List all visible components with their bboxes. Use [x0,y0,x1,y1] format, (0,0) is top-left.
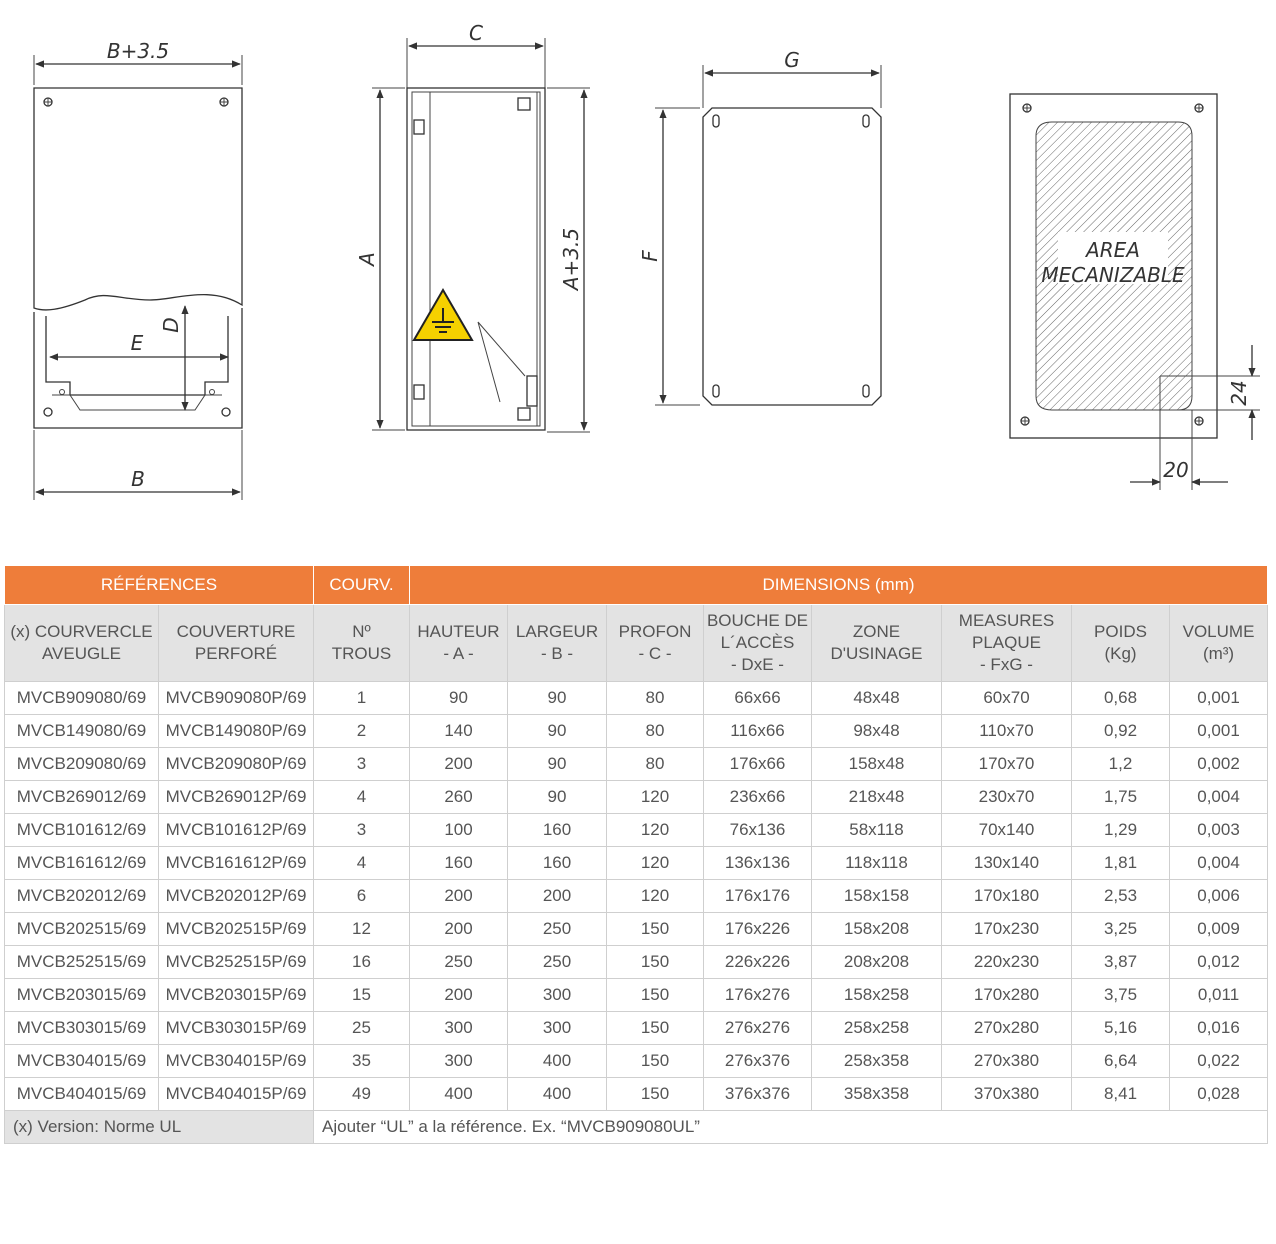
table-row [5,847,1268,880]
table-cell: MVCB909080/69 [5,682,159,715]
table-cell: 120 [607,814,704,847]
column-header-line: AVEUGLE [41,644,122,663]
dim-24-label: 24 [1227,380,1251,406]
table-cell: MVCB101612/69 [5,814,159,847]
table-cell: 400 [410,1078,508,1111]
table-cell: 400 [508,1078,607,1111]
table-cell: 1,29 [1072,814,1170,847]
table-cell: 258x358 [812,1045,942,1078]
table-cell: MVCB161612P/69 [159,847,314,880]
column-header-line: TROUS [331,644,392,663]
footer-note: Ajouter “UL” a la référence. Ex. “MVCB909080UL” [314,1111,1268,1144]
table-cell: 230x70 [942,781,1072,814]
column-headers [5,605,1268,682]
column-header-line: - B - [540,644,574,663]
column-header [607,605,704,682]
table-cell: 0,92 [1072,715,1170,748]
table-row [5,979,1268,1012]
column-header-line: LARGEUR [515,621,599,641]
table-cell: MVCB149080P/69 [159,715,314,748]
column-header-line: HAUTEUR [417,621,500,641]
table-cell: MVCB202515/69 [5,913,159,946]
column-header [1072,605,1170,682]
table-cell: 226x226 [704,946,812,979]
table-cell: 400 [508,1045,607,1078]
table-cell: 90 [508,682,607,715]
table-cell: 0,012 [1170,946,1268,979]
table-cell: 58x118 [812,814,942,847]
dim-g-label: G [784,48,800,72]
column-header [410,605,508,682]
table-cell: MVCB404015P/69 [159,1078,314,1111]
table-cell: 300 [410,1012,508,1045]
table-cell: MVCB161612/69 [5,847,159,880]
dim-d-label: D [159,317,183,333]
table-cell: 276x376 [704,1045,812,1078]
table-cell: 150 [607,946,704,979]
table-row [5,1045,1268,1078]
table-cell: 76x136 [704,814,812,847]
dim-20-label: 20 [1163,458,1189,482]
table-cell: MVCB909080P/69 [159,682,314,715]
table-cell: 1 [314,682,410,715]
column-header-line: POIDS [1094,621,1147,641]
table-cell: 150 [607,1078,704,1111]
table-row [5,814,1268,847]
table-cell: 0,002 [1170,748,1268,781]
footer-row [5,1111,1268,1144]
table-cell: 48x48 [812,682,942,715]
table-cell: 2 [314,715,410,748]
table-cell: 176x66 [704,748,812,781]
dim-c-label: C [469,21,483,45]
column-header-line: - C - [638,644,672,663]
table-cell: 170x230 [942,913,1072,946]
table-cell: 120 [607,880,704,913]
column-header-line: Nº [352,621,371,641]
table-cell: 120 [607,781,704,814]
table-cell: 150 [607,979,704,1012]
table-cell: 4 [314,847,410,880]
table-cell: 12 [314,913,410,946]
area-label-line2: MECANIZABLE [1041,263,1185,287]
table-row [5,715,1268,748]
column-header-line: L´ACCÈS [720,632,795,652]
table-cell: 0,004 [1170,781,1268,814]
table-cell: 218x48 [812,781,942,814]
table-cell: 176x226 [704,913,812,946]
table-cell: 0,009 [1170,913,1268,946]
table-cell: MVCB404015/69 [5,1078,159,1111]
table-cell: 270x280 [942,1012,1072,1045]
table-row [5,781,1268,814]
column-header-line: PROFON [618,621,692,641]
table-cell: 1,75 [1072,781,1170,814]
table-row [5,1078,1268,1111]
table-cell: 80 [607,715,704,748]
dim-a-plus-label: A+3.5 [559,227,583,291]
table-cell: 110x70 [942,715,1072,748]
table-cell: 90 [410,682,508,715]
area-label-line1: AREA [1086,238,1140,262]
table-cell: MVCB209080/69 [5,748,159,781]
table-cell: 3 [314,814,410,847]
column-header [508,605,607,682]
table-cell: 1,81 [1072,847,1170,880]
table-cell: MVCB303015/69 [5,1012,159,1045]
table-cell: 0,68 [1072,682,1170,715]
table-cell: 98x48 [812,715,942,748]
column-header-line: ZONE [852,621,901,641]
table-cell: 0,004 [1170,847,1268,880]
table-cell: 16 [314,946,410,979]
column-header-line: - FxG - [980,655,1033,675]
dim-a-label: A [355,252,379,266]
table-cell: MVCB252515/69 [5,946,159,979]
table-cell: 3,75 [1072,979,1170,1012]
table-cell: 150 [607,1012,704,1045]
table-cell: 80 [607,748,704,781]
table-cell: 160 [410,847,508,880]
table-cell: MVCB101612P/69 [159,814,314,847]
table-cell: 0,022 [1170,1045,1268,1078]
table-cell: 358x358 [812,1078,942,1111]
table-cell: 118x118 [812,847,942,880]
table-cell: MVCB203015P/69 [159,979,314,1012]
table-cell: 60x70 [942,682,1072,715]
plate-drawing [638,48,881,405]
column-header-line: - A - [443,644,474,663]
column-header [159,605,314,682]
column-header-line: - DxE - [731,655,784,675]
dim-b-label: B [131,467,145,491]
table-cell: 220x230 [942,946,1072,979]
table-cell: 170x70 [942,748,1072,781]
table-cell: 370x380 [942,1078,1072,1111]
table-cell: 208x208 [812,946,942,979]
table-cell: 250 [410,946,508,979]
table-cell: MVCB303015P/69 [159,1012,314,1045]
table-cell: 25 [314,1012,410,1045]
column-header-line: (Kg) [1104,644,1137,663]
column-header-line: VOLUME [1182,621,1255,641]
table-cell: 49 [314,1078,410,1111]
column-header-line: MEASURES [958,610,1055,630]
table-body [5,682,1268,1111]
table-cell: 80 [607,682,704,715]
header-courv: COURV. [314,566,410,605]
ground-warning-icon [414,290,472,340]
table-cell: 200 [410,979,508,1012]
machinable-area-drawing [1010,94,1260,490]
column-header [1170,605,1268,682]
table-cell: 170x280 [942,979,1072,1012]
table-cell: MVCB149080/69 [5,715,159,748]
table-cell: 150 [607,1045,704,1078]
table-cell: 160 [508,847,607,880]
table-row [5,880,1268,913]
table-cell: 258x258 [812,1012,942,1045]
table-cell: MVCB304015P/69 [159,1045,314,1078]
table-cell: 6,64 [1072,1045,1170,1078]
table-cell: 276x276 [704,1012,812,1045]
table-cell: 236x66 [704,781,812,814]
table-cell: 250 [508,946,607,979]
table-cell: 0,028 [1170,1078,1268,1111]
table-cell: MVCB203015/69 [5,979,159,1012]
technical-drawings [0,0,1276,540]
table-cell: 0,003 [1170,814,1268,847]
table-cell: 6 [314,880,410,913]
column-header-line: (x) COURVERCLE [10,621,153,641]
column-header [704,605,812,682]
table-cell: MVCB269012/69 [5,781,159,814]
table-cell: 200 [410,913,508,946]
table-cell: 90 [508,715,607,748]
table-cell: 158x158 [812,880,942,913]
table-cell: 70x140 [942,814,1072,847]
table-cell: 160 [508,814,607,847]
table-cell: MVCB202515P/69 [159,913,314,946]
table-cell: 15 [314,979,410,1012]
table-cell: 120 [607,847,704,880]
table-cell: MVCB202012/69 [5,880,159,913]
table-cell: 66x66 [704,682,812,715]
table-cell: 35 [314,1045,410,1078]
table-cell: 176x276 [704,979,812,1012]
table-cell: MVCB209080P/69 [159,748,314,781]
header-dimensions: DIMENSIONS (mm) [410,566,1268,605]
footer-label: (x) Version: Norme UL [5,1111,314,1144]
table-cell: MVCB252515P/69 [159,946,314,979]
table-cell: 1,2 [1072,748,1170,781]
table-cell: 300 [508,979,607,1012]
column-header [942,605,1072,682]
table-cell: 3 [314,748,410,781]
table-cell: 130x140 [942,847,1072,880]
table-cell: 116x66 [704,715,812,748]
table-row [5,946,1268,979]
table-cell: 260 [410,781,508,814]
table-cell: 5,16 [1072,1012,1170,1045]
table-cell: 376x376 [704,1078,812,1111]
table-cell: 300 [410,1045,508,1078]
table-cell: 200 [410,880,508,913]
side-view-drawing [355,21,590,432]
header-references: RÉFÉRENCES [5,566,314,605]
column-header-line: PLAQUE [972,632,1041,652]
table-cell: 200 [508,880,607,913]
dim-b-plus-label: B+3.5 [106,39,170,63]
table-cell: 200 [410,748,508,781]
table-cell: 0,011 [1170,979,1268,1012]
front-view-drawing [34,39,242,500]
column-header-line: PERFORÉ [194,644,278,663]
dim-e-label: E [130,331,144,355]
column-header-line: COUVERTURE [176,621,296,641]
table-row [5,913,1268,946]
table-cell: 100 [410,814,508,847]
table-cell: 176x176 [704,880,812,913]
column-header-line: (m³) [1202,644,1235,663]
table-cell: 150 [607,913,704,946]
table-row [5,1012,1268,1045]
table-cell: 4 [314,781,410,814]
table-cell: 90 [508,748,607,781]
table-cell: 250 [508,913,607,946]
table-cell: 3,87 [1072,946,1170,979]
table-cell: 158x48 [812,748,942,781]
table-cell: MVCB304015/69 [5,1045,159,1078]
table-cell: 2,53 [1072,880,1170,913]
table-cell: 300 [508,1012,607,1045]
table-cell: 136x136 [704,847,812,880]
table-cell: 8,41 [1072,1078,1170,1111]
table-cell: 158x258 [812,979,942,1012]
table-cell: 158x208 [812,913,942,946]
table-cell: 0,006 [1170,880,1268,913]
table-cell: 0,001 [1170,682,1268,715]
table-cell: 0,016 [1170,1012,1268,1045]
table-cell: 270x380 [942,1045,1072,1078]
table-cell: MVCB269012P/69 [159,781,314,814]
table-cell: 0,001 [1170,715,1268,748]
table-row [5,682,1268,715]
table-cell: 170x180 [942,880,1072,913]
dim-f-label: F [638,250,662,262]
column-header-line: BOUCHE DE [706,610,809,630]
table-cell: 140 [410,715,508,748]
column-header-line: D'USINAGE [830,644,923,663]
table-row [5,748,1268,781]
column-header [5,605,159,682]
column-header [314,605,410,682]
column-header [812,605,942,682]
table-cell: 90 [508,781,607,814]
dimensions-table [4,565,1268,1144]
table-cell: MVCB202012P/69 [159,880,314,913]
table-cell: 3,25 [1072,913,1170,946]
